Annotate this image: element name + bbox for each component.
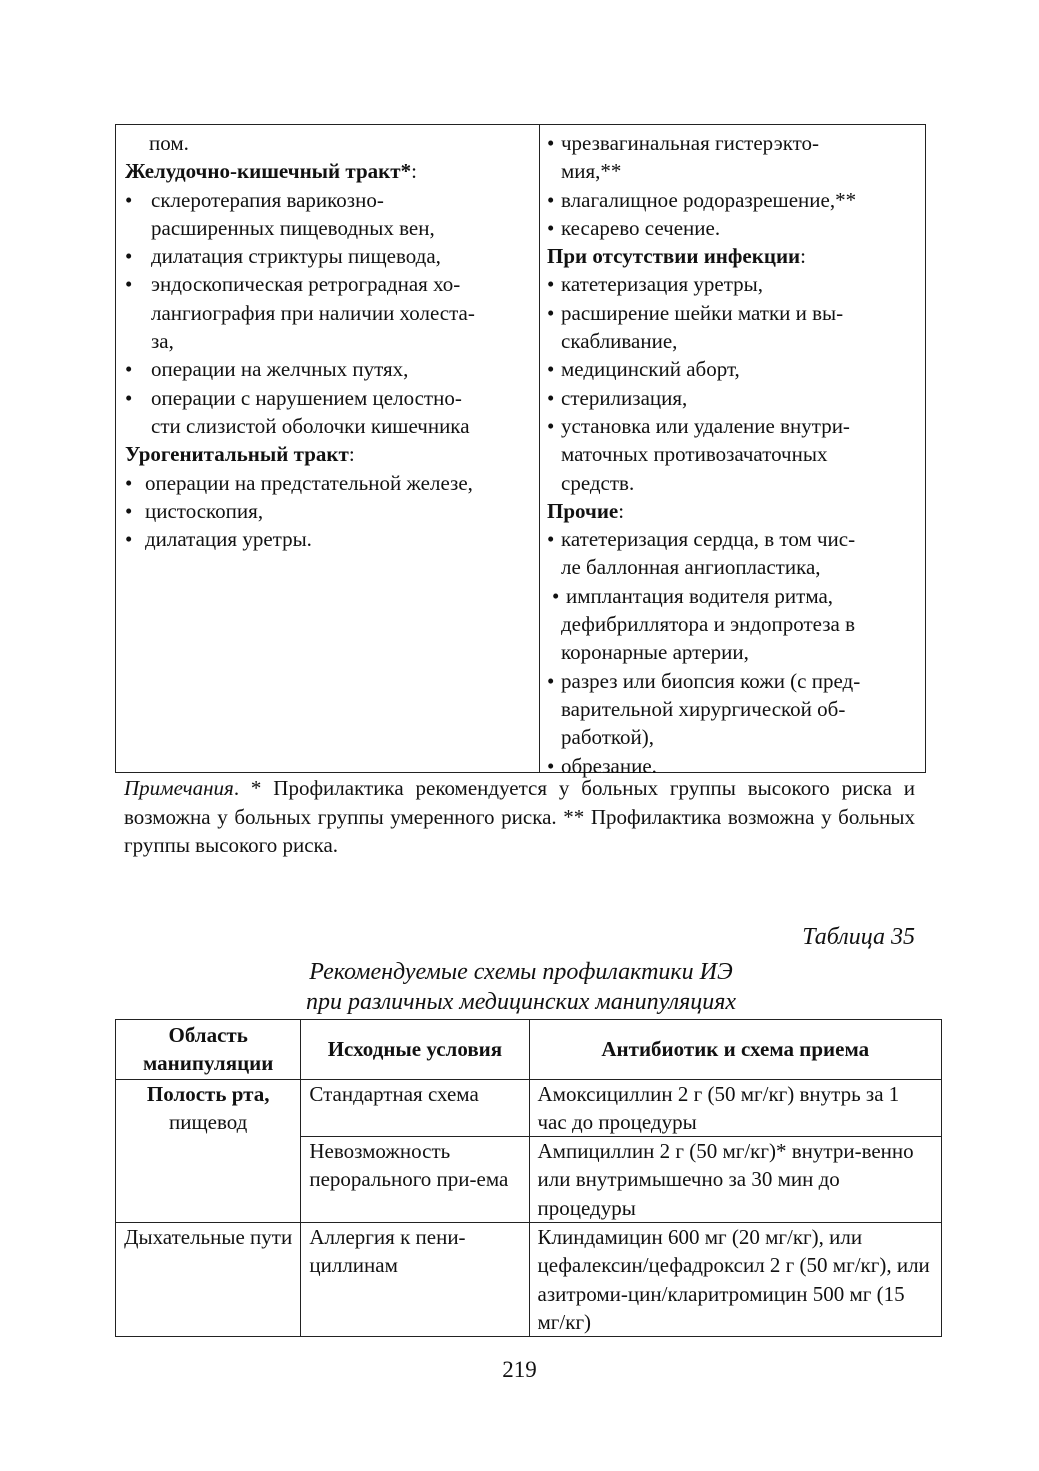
area-text: пищевод [169, 1109, 248, 1134]
list-item-continuation: работкой), [561, 725, 655, 750]
section-heading [125, 440, 539, 468]
prophylaxis-table [115, 1019, 942, 1337]
list-item [125, 186, 539, 214]
section-heading [547, 497, 925, 525]
list-item [547, 186, 925, 214]
section-heading [547, 242, 925, 270]
list-item [125, 469, 539, 497]
cell-area [116, 1079, 301, 1222]
bullet-icon: • [547, 357, 555, 382]
list-item [547, 299, 925, 327]
list-item-text: медицинский аборт, [561, 357, 740, 382]
table-number: Таблица 35 [802, 924, 915, 950]
bullet-icon: • [552, 583, 560, 608]
cell-conditions: Стандартная схема [301, 1079, 529, 1137]
list-item-continuation: мия,** [561, 159, 622, 184]
bullet-icon: • [547, 413, 555, 438]
header-area: Область манипуляции [116, 1020, 301, 1080]
list-item [125, 242, 539, 270]
cell-conditions: Аллергия к пени-циллинам [301, 1223, 529, 1337]
table-title [116, 957, 926, 1017]
page-number: 219 [502, 1357, 537, 1382]
list-item [547, 525, 925, 553]
bullet-icon: • [125, 385, 133, 410]
list-item-text: дилатация стриктуры пищевода, [151, 244, 441, 269]
list-item-text: стерилизация, [561, 385, 688, 410]
bullet-icon: • [547, 527, 555, 552]
list-item-text: установка или удаление внутри- [561, 413, 850, 438]
bullet-icon: • [547, 385, 555, 410]
section-heading-text: При отсутствии инфекции [547, 244, 801, 269]
table-row [116, 1079, 942, 1137]
list-item [125, 525, 539, 553]
notes-label: Примечания [124, 776, 234, 800]
list-item [547, 412, 925, 440]
list-item-text: разрез или биопсия кожи (с пред- [561, 668, 861, 693]
bullet-icon: • [125, 187, 133, 212]
table-header-row [116, 1020, 942, 1080]
list-item-text: операции с нарушением целостно- [151, 385, 462, 410]
table-row [116, 1223, 942, 1337]
table-title-line-1: Рекомендуемые схемы профилактики ИЭ [309, 959, 733, 985]
list-item-text: катетеризация сердца, в том чис- [561, 527, 856, 552]
bullet-icon: • [547, 272, 555, 297]
list-item-text: имплантация водителя ритма, [566, 583, 834, 608]
list-item-text: кесарево сечение. [561, 215, 721, 240]
section-heading-text: Урогенитальный тракт [125, 442, 349, 467]
list-item-continuation: лангиография при наличии холеста- [151, 300, 475, 325]
section-heading [125, 157, 539, 185]
list-item [547, 270, 925, 298]
cell-antibiotic: Клиндамицин 600 мг (20 мг/кг), или цефалексин/цефадроксил 2 г (50 мг/кг), или азитроми-цин/кларитромицин 500 мг (15 мг/кг) [529, 1223, 942, 1337]
section-heading-text: Желудочно-кишечный тракт* [125, 159, 412, 184]
list-item-text: склеротерапия варикозно- [151, 187, 384, 212]
header-antibiotic: Антибиотик и схема приема [529, 1020, 942, 1080]
bullet-icon: • [547, 215, 555, 240]
bullet-icon: • [125, 470, 133, 495]
table-right-column [540, 125, 925, 778]
list-item-continuation: маточных противозачаточных [561, 442, 828, 467]
list-item-continuation: за, [151, 329, 174, 354]
list-item-continuation: скабливание, [561, 329, 678, 354]
table-continuation [115, 124, 926, 778]
list-item-text: дилатация уретры. [145, 527, 312, 552]
section-heading-text: Прочие [547, 498, 619, 523]
table-notes [124, 774, 915, 860]
section-heading-colon: : [800, 244, 806, 269]
list-item-continuation: средств. [561, 470, 635, 495]
table-title-line-2: при различных медицинских манипуляциях [305, 989, 737, 1015]
bullet-icon: • [125, 244, 133, 269]
list-item [547, 582, 925, 610]
list-item-continuation: варительной хирургической об- [561, 696, 846, 721]
bullet-icon: • [547, 300, 555, 325]
bullet-icon: • [547, 187, 555, 212]
cell-conditions: Невозможность перорального при-ема [301, 1137, 529, 1223]
list-item-text: операции на желчных путях, [151, 357, 409, 382]
list-item [547, 214, 925, 242]
list-item-text: чрезвагинальная гистерэкто- [561, 131, 820, 155]
list-item-text: операции на предстательной железе, [145, 470, 473, 495]
section-heading-colon: : [348, 442, 355, 467]
text-line: пом. [149, 131, 189, 155]
list-item-text: обрезание. [561, 753, 657, 778]
bullet-icon: • [547, 131, 555, 155]
bullet-icon: • [125, 498, 133, 523]
list-item [547, 355, 925, 383]
table-left-column [116, 125, 540, 772]
bullet-icon: • [547, 753, 555, 778]
bullet-icon: • [125, 272, 133, 297]
notes-text: . * Профилактика рекомендуется у больных группы высокого риска и возможна у больных группы умеренного риска. ** Профилактика возможна у больных группы высокого риска. [124, 776, 915, 857]
list-item [547, 129, 925, 157]
bullet-icon: • [125, 527, 133, 552]
list-item-continuation: расширенных пищеводных вен, [151, 215, 435, 240]
bullet-icon: • [125, 357, 133, 382]
list-item-text: цистоскопия, [145, 498, 264, 523]
list-item-text: расширение шейки матки и вы- [561, 300, 844, 325]
list-item-continuation: дефибриллятора и эндопротеза в [561, 612, 856, 637]
list-item [125, 497, 539, 525]
list-item-text: катетеризация уретры, [561, 272, 764, 297]
list-item-continuation: коронарные артерии, [561, 640, 749, 665]
area-bold: Полость рта, [146, 1081, 270, 1106]
list-item [125, 355, 539, 383]
list-item-continuation: ле баллонная ангиопластика, [561, 555, 821, 580]
list-item-text: эндоскопическая ретроградная хо- [151, 272, 461, 297]
section-heading-colon: : [411, 159, 417, 184]
list-item [547, 384, 925, 412]
section-heading-colon: : [618, 498, 625, 523]
bullet-icon: • [547, 668, 555, 693]
list-item [125, 384, 539, 412]
cell-antibiotic: Амоксициллин 2 г (50 мг/кг) внутрь за 1 час до процедуры [529, 1079, 942, 1137]
list-item-continuation: сти слизистой оболочки кишечника [151, 413, 470, 438]
cell-antibiotic: Ампициллин 2 г (50 мг/кг)* внутри-венно или внутримышечно за 30 мин до процедуры [529, 1137, 942, 1223]
list-item [547, 667, 925, 695]
cell-area: Дыхательные пути [116, 1223, 301, 1337]
list-item [125, 270, 539, 298]
header-conditions: Исходные условия [301, 1020, 529, 1080]
list-item-text: влагалищное родоразрешение,** [561, 187, 857, 212]
